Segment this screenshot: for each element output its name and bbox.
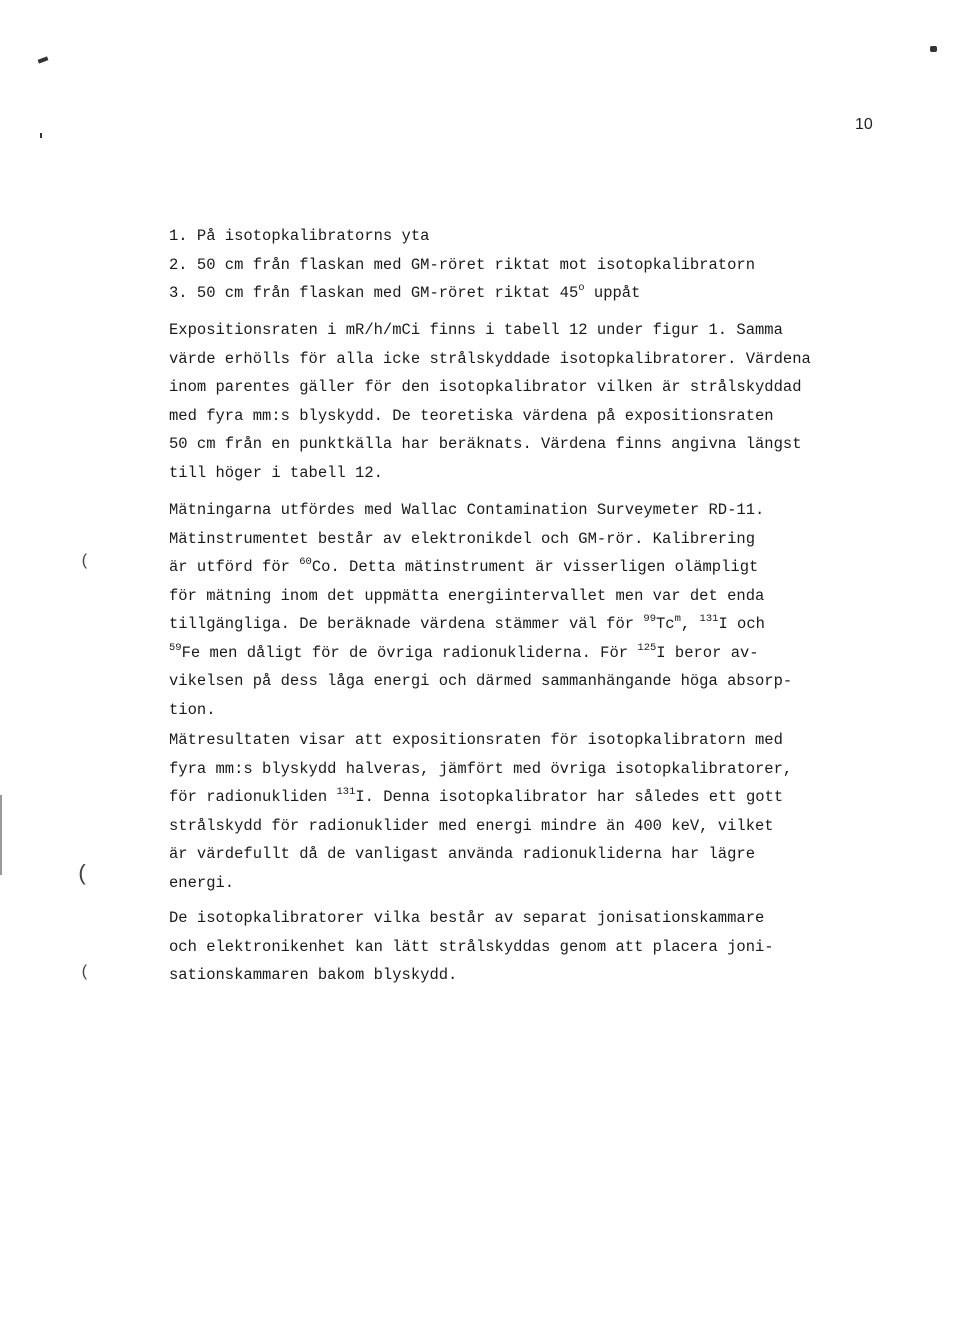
text-line: fyra mm:s blyskydd halveras, jämfört med övriga isotopkalibratorer, (169, 759, 793, 778)
text-line: värde erhölls för alla icke strålskyddade isotopkalibratorer. Värdena (169, 349, 811, 368)
measurement-positions-list (169, 222, 869, 308)
list-item: 2. 50 cm från flaskan med GM-röret riktat mot isotopkalibratorn (169, 255, 755, 274)
text-line: Expositionsraten i mR/h/mCi finns i tabell 12 under figur 1. Samma (169, 321, 783, 339)
page-number: 10 (855, 116, 873, 133)
text-line: tion. (169, 700, 216, 719)
margin-bracket-1: ( (80, 552, 90, 570)
paragraph-results (169, 726, 869, 897)
text-line: vikelsen på dess låga energi och därmed sammanhängande höga absorp- (169, 672, 793, 690)
scan-speck-top-right (930, 46, 937, 52)
text-line: tillgängliga. De beräknade värdena stämmer väl för $^{99}$Tc$^m$, $^{131}$I och (169, 613, 765, 633)
text-line: De isotopkalibratorer vilka består av separat jonisationskammare (169, 909, 765, 927)
text-line: till höger i tabell 12. (169, 463, 383, 482)
text-line: och elektronikenhet kan lätt strålskyddas genom att placera joni- (169, 937, 774, 956)
list-item: 3. 50 cm från flaskan med GM-röret riktat 45$^o$ uppåt (169, 282, 641, 302)
paragraph-exposure-rate (169, 316, 869, 487)
scan-speck-left (40, 133, 42, 138)
text-line: är värdefullt då de vanligast använda radionukliderna har lägre (169, 845, 755, 863)
text-line: inom parentes gäller för den isotopkalibrator vilken är strålskyddad (169, 378, 802, 396)
margin-bracket-3: ( (80, 963, 90, 981)
text-line: är utförd för $^{60}$Co. Detta mätinstrument är visserligen olämpligt (169, 556, 759, 576)
paragraph-ionization-chamber (169, 904, 869, 990)
margin-bracket-2: ( (76, 862, 90, 887)
text-line: för radionukliden $^{131}$I. Denna isotopkalibrator har således ett gott (169, 786, 784, 806)
text-line: energi. (169, 873, 235, 892)
list-item: 1. På isotopkalibratorns yta (169, 227, 430, 245)
text-line: Mätinstrumentet består av elektronikdel och GM-rör. Kalibrering (169, 529, 755, 548)
text-line: $^{59}$Fe men dåligt för de övriga radionukliderna. För $^{125}$I beror av- (169, 641, 759, 662)
text-line: strålskydd för radionuklider med energi mindre än 400 keV, vilket (169, 816, 774, 835)
text-line: för mätning inom det uppmätta energiintervallet men var det enda (169, 586, 765, 605)
scan-speck-top-left (38, 56, 49, 63)
text-line: sationskammaren bakom blyskydd. (169, 966, 458, 984)
text-line: Mätresultaten visar att expositionsraten för isotopkalibratorn med (169, 731, 783, 749)
paragraph-measurements (169, 496, 869, 724)
text-line: 50 cm från en punktkälla har beräknats. Värdena finns angivna längst (169, 435, 802, 453)
text-line: med fyra mm:s blyskydd. De teoretiska värdena på expositionsraten (169, 406, 774, 425)
text-line: Mätningarna utfördes med Wallac Contamination Surveymeter RD-11. (169, 501, 765, 519)
scan-edge-line (0, 795, 2, 875)
